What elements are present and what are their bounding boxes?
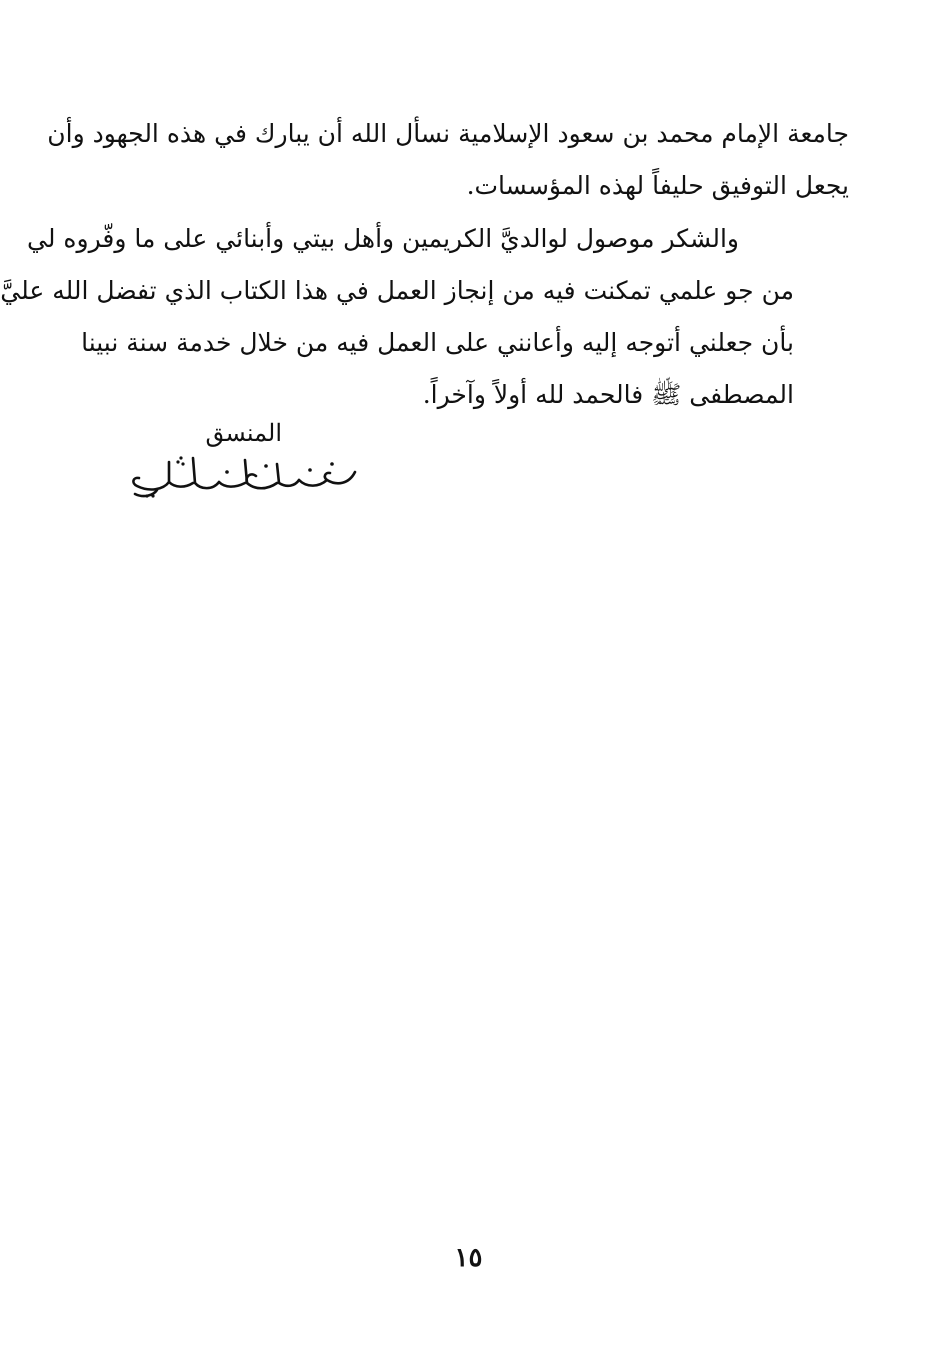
paragraph-2-line-1: والشكر موصول لوالديَّ الكريمين وأهل بيتي وأبنائي على ما وفّروه لي <box>27 224 739 253</box>
paragraph-2-line-4: المصطفى ﷺ فالحمد لله أولاً وآخراً. <box>422 380 794 409</box>
handwritten-signature <box>127 450 362 500</box>
paragraph-1-line-1: جامعة الإمام محمد بن سعود الإسلامية نسأل الله أن يبارك في هذه الجهود وأن <box>47 119 849 148</box>
paragraph-2-line-2: من جو علمي تمكنت فيه من إنجاز العمل في هذا الكتاب الذي تفضل الله عليَّ <box>0 276 794 305</box>
paragraph-2 <box>0 213 849 421</box>
paragraph-1 <box>47 108 849 212</box>
paragraph-1-line-2: يجعل التوفيق حليفاً لهذه المؤسسات. <box>466 171 849 200</box>
page-number: ١٥ <box>454 1243 483 1273</box>
coordinator-label: المنسق <box>205 419 282 447</box>
paragraph-2-line-3: بأن جعلني أتوجه إليه وأعانني على العمل فيه من خلال خدمة سنة نبينا <box>81 328 794 357</box>
